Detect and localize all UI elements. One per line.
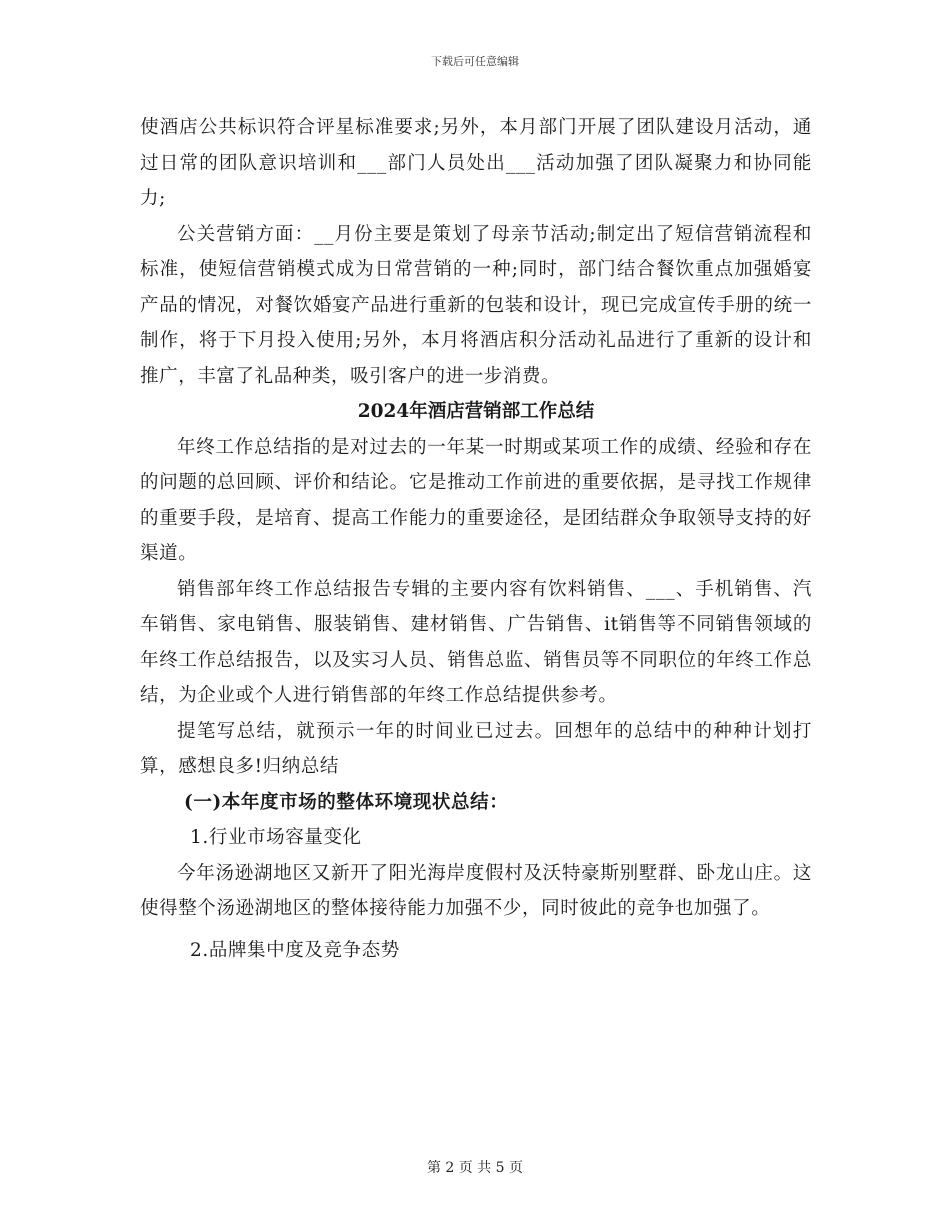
- paragraph-1: 使酒店公共标识符合评星标准要求;另外，本月部门开展了团队建设月活动，通过日常的团队意识培训和___部门人员处出___活动加强了团队凝聚力和协同能力;: [140, 117, 812, 209]
- paragraph-3: 年终工作总结指的是对过去的一年某一时期或某项工作的成绩、经验和存在的问题的总回顾、评价和结论。它是推动工作前进的重要依据，是寻找工作规律的重要手段，是培育、提高工作能力的重要途径，是团结群众争取领导支持的好渠道。: [140, 436, 812, 564]
- paragraph-6: 今年汤逊湖地区又新开了阳光海岸度假村及沃特豪斯别墅群、卧龙山庄。这使得整个汤逊湖地区的整体接待能力加强不少，同时彼此的竞争也加强了。: [140, 862, 812, 919]
- sub-heading-2: 2.品牌集中度及竞争态势: [190, 939, 400, 961]
- paragraph-2: 公关营销方面：__月份主要是策划了母亲节活动;制定出了短信营销流程和标准，使短信营销模式成为日常营销的一种;同时，部门结合餐饮重点加强婚宴产品的情况，对餐饮婚宴产品进行重新的包装和设计，现已完成宣传手册的统一制作，将于下月投入使用;另外，本月将酒店积分活动礼品进行了重新的设计和推广，丰富了礼品种类，吸引客户的进一步消费。: [140, 223, 812, 387]
- paragraph-4: 销售部年终工作总结报告专辑的主要内容有饮料销售、___、手机销售、汽车销售、家电销售、服装销售、建材销售、广告销售、it销售等不同销售领域的年终工作总结报告，以及实习人员、销售总监、销售员等不同职位的年终工作总结，为企业或个人进行销售部的年终工作总结提供参考。: [140, 578, 812, 706]
- sub-heading-1: 1.行业市场容量变化: [190, 827, 362, 848]
- page-header: 下载后可任意编辑: [431, 55, 519, 68]
- document-body: [140, 110, 812, 968]
- page-footer: 第 2 页 共 5 页: [426, 1160, 524, 1176]
- paragraph-5: 提笔写总结，就预示一年的时间业已过去。回想年的总结中的种种计划打算，感想良多!归纳总结: [140, 720, 812, 777]
- document-title: 2024年酒店营销部工作总结: [357, 401, 595, 422]
- section-heading-1: (一)本年度市场的整体环境现状总结：: [184, 791, 509, 813]
